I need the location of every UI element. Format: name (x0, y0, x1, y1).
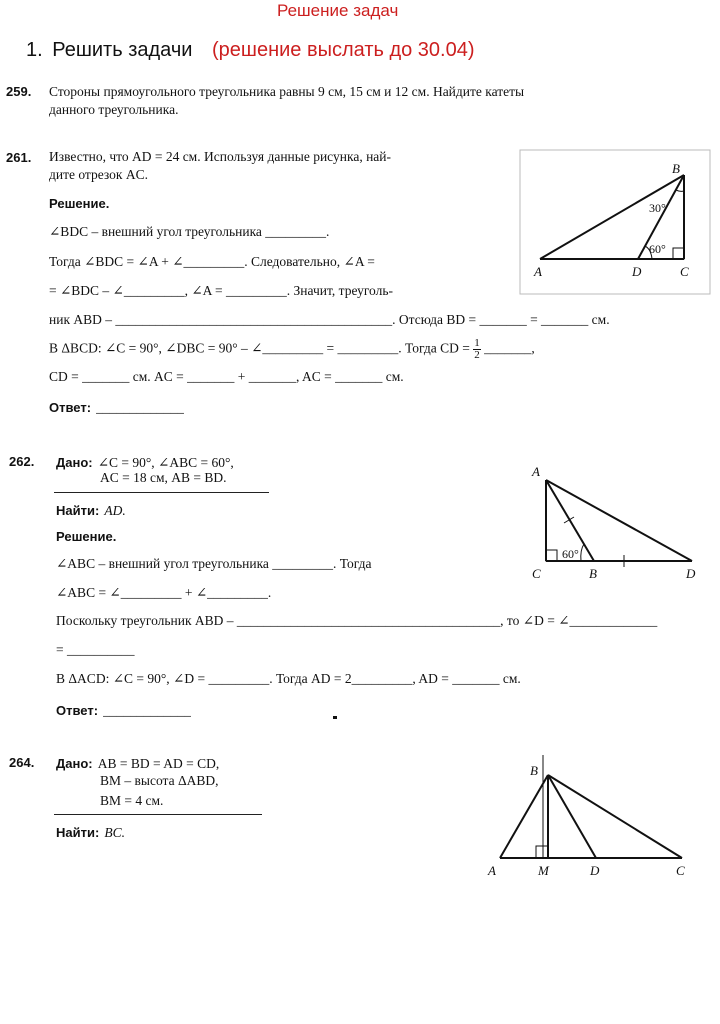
angle-30-arc (676, 190, 684, 191)
problem-261-line5-text: В ΔBCD: ∠C = 90°, ∠DBC = 90° – ∠_________ = _________. Тогда CD = (49, 340, 470, 356)
fraction-denominator: 2 (474, 349, 480, 361)
problem-264-find (56, 822, 125, 841)
problem-262-line2: ∠ABC = ∠_________ + ∠_________. (56, 585, 272, 600)
figure-264-triangle (484, 755, 696, 883)
vertex-c-label: C (680, 264, 689, 279)
given-line1: AB = BD = AD = CD, (97, 756, 220, 771)
problem-264-given (56, 753, 219, 772)
problem-262-given-line2: AC = 18 см, AB = BD. (100, 470, 227, 485)
given-label: Дано: (56, 756, 93, 771)
vertex-d-label: D (590, 863, 600, 878)
problem-261-solution-label: Решение. (49, 196, 110, 211)
problem-264-given-line3: BM = 4 см. (100, 793, 164, 808)
answer-blank: _____________ (96, 400, 184, 415)
given-divider (54, 814, 262, 815)
page-title: Решение задач (277, 1, 399, 20)
angle-30-label: 30° (649, 201, 666, 215)
answer-label: Ответ: (49, 400, 92, 415)
vertex-a-label: A (532, 464, 540, 479)
problem-262-given (56, 452, 234, 471)
find-value: BC. (104, 825, 126, 840)
problem-261-intro-line2: дите отрезок AC. (49, 167, 148, 182)
find-label: Найти: (56, 825, 100, 840)
vertex-b-label: B (672, 161, 680, 176)
problem-262-line1: ∠ABC – внешний угол треугольника _________. Тогда (56, 556, 372, 571)
problem-262-answer (56, 700, 191, 719)
given-divider (54, 492, 269, 493)
task-line (26, 39, 475, 62)
problem-261-intro-line1: Известно, что AD = 24 см. Используя данные рисунка, най- (49, 149, 392, 164)
problem-261-number: 261. (6, 150, 32, 165)
problem-259-number: 259. (6, 84, 32, 99)
problem-261-line5 (49, 338, 535, 361)
segment-bc (548, 775, 682, 858)
fraction-numerator: 1 (474, 337, 480, 349)
answer-blank: _____________ (103, 703, 191, 718)
find-value: AD. (104, 503, 126, 518)
vertex-b-label: B (530, 763, 538, 778)
problem-262-line3: Поскольку треугольник ABD – _______________________________________, то ∠D = ∠_____________ (56, 613, 658, 628)
problem-264-given-line2: BM – высота ΔABD, (100, 773, 219, 788)
problem-261-line5-blank: _______, (484, 340, 535, 356)
problem-262-solution-label: Решение. (56, 529, 117, 544)
vertex-d-label: D (686, 566, 696, 581)
problem-262-line4: = __________ (56, 642, 135, 657)
figure-261-right-triangle (518, 146, 714, 296)
problem-261-line1: ∠BDC – внешний угол треугольника _________. (49, 224, 330, 239)
problem-259-text-line1: Стороны прямоугольного треугольника равны 9 см, 15 см и 12 см. Найдите катеты (49, 84, 525, 99)
one-half-fraction (473, 338, 481, 361)
right-angle-mark (536, 846, 548, 858)
problem-262-line5: В ΔACD: ∠C = 90°, ∠D = _________. Тогда AD = 2_________, AD = _______ см. (56, 671, 521, 686)
angle-60-arc (581, 544, 584, 561)
problem-261-answer (49, 397, 184, 416)
segment-bd (548, 775, 596, 858)
stray-dot (333, 716, 337, 719)
right-angle-mark (546, 550, 557, 561)
vertex-a-label: A (488, 863, 496, 878)
problem-261-line6: CD = _______ см. AC = _______ + _______, AC = _______ см. (49, 369, 404, 384)
problem-261-line3: = ∠BDC – ∠_________, ∠A = _________. Значит, треуголь- (49, 283, 394, 298)
problem-262-number: 262. (9, 454, 35, 469)
vertex-m-label: M (538, 863, 549, 878)
answer-label: Ответ: (56, 703, 99, 718)
problem-261-line4: ник ABD – _________________________________________. Отсюда BD = _______ = _______ см. (49, 312, 610, 327)
vertex-d-label: D (632, 264, 642, 279)
angle-60-label: 60° (649, 242, 666, 256)
find-label: Найти: (56, 503, 100, 518)
given-label: Дано: (56, 455, 93, 470)
given-line1: ∠C = 90°, ∠ABC = 60°, (97, 455, 234, 470)
problem-264-number: 264. (9, 755, 35, 770)
vertex-a-label: A (534, 264, 542, 279)
deadline-note: (решение выслать до 30.04) (212, 39, 475, 61)
problem-259-text-line2: данного треугольника. (49, 102, 179, 117)
problem-261-line2: Тогда ∠BDC = ∠A + ∠_________. Следовательно, ∠A = (49, 254, 375, 269)
vertex-c-label: C (532, 566, 541, 581)
task-label: Решить задачи (52, 39, 193, 61)
right-angle-mark (673, 248, 684, 259)
vertex-b-label: B (589, 566, 597, 581)
angle-60-label: 60° (562, 547, 579, 561)
task-number: 1. (26, 39, 43, 61)
problem-262-find (56, 500, 126, 519)
vertex-c-label: C (676, 863, 685, 878)
figure-262-triangle (524, 458, 714, 586)
